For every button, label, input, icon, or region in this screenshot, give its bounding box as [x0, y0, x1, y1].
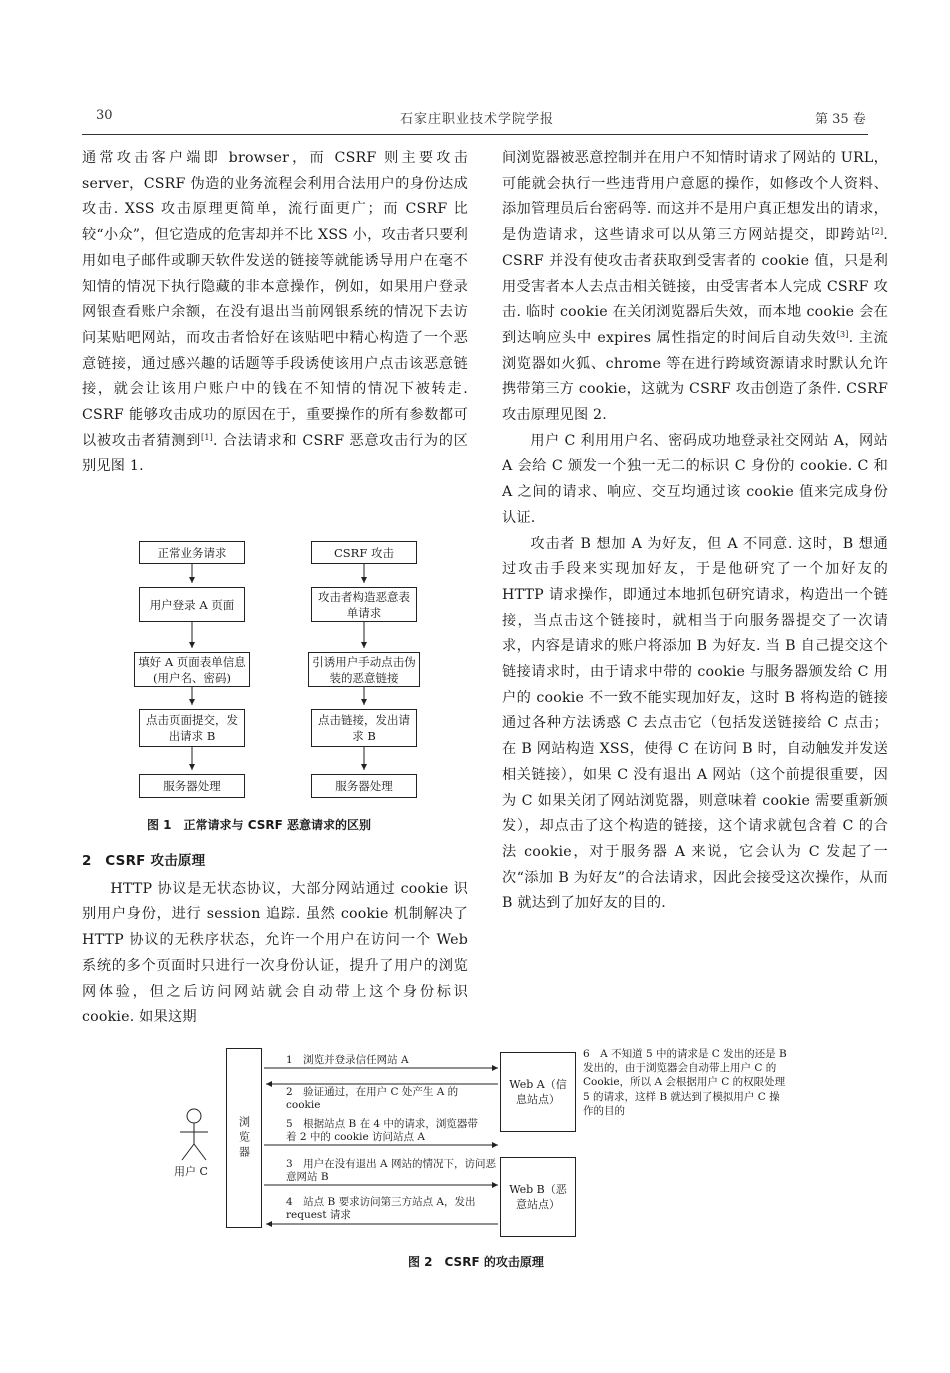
flow-lure-click: 引诱用户手动点击伪装的恶意链接: [308, 652, 420, 687]
figure-1-caption: 图 1 正常请求与 CSRF 恶意请求的区别: [147, 818, 371, 832]
message-4: 4 站点 B 要求访问第三方站点 A，发出 request 请求: [286, 1196, 476, 1221]
user-figure-icon: [180, 1109, 208, 1160]
ref-2: [2]: [871, 227, 884, 237]
web-a-box: [500, 1052, 576, 1132]
web-b-label: Web B（恶意站点）: [509, 1183, 567, 1211]
figure-2: [170, 1040, 790, 1280]
left-paragraph-1: [82, 146, 468, 480]
left-column-bottom: [82, 845, 468, 1031]
right-paragraph-3: 攻击者 B 想加 A 为好友，但 A 不同意. 这时，B 想通过攻击手段来实现加好友，于是他研究了一个加好友的 HTTP 请求操作，即通过本地抓包研究请求，构造出一个链接，当点击这个链接时，就相当于向服务器提交了一次请求，内容是请求的账户将添加 B 为好友. 当 B 自己提交这个链接请求时，由于请求中带的 cookie 与服务器颁发给 C 用户的 cookie 不一致不能实现加好友，这时 B 将构造的链接通过各种方法诱惑 C 去点击它（包括发送链接给 C 点击；在 B 网站构造 XSS，使得 C 在访问 B 时，自动触发并发送相关链接），如果 C 没有退出 A 网站（这个前提很重要，因为 C 如果关闭了网站浏览器，则意味着 cookie 需要重新颁发），却点击了这个构造的链接，这个请求就包含着 C 的合法 cookie，对于服务器 A 来说，它会认为 C 发起了一次“添加 B 为好友”的合法请求，因此会接受这次操作，从而 B 就达到了加好友的目的.: [502, 535, 888, 912]
right-p1c: . 主流浏览器如火狐、chrome 等在进行跨域资源请求时默认允许携带第三方 cookie，这就为 CSRF 攻击创造了条件. CSRF 攻击原理见图 2.: [502, 329, 888, 424]
flow-forge-form: 攻击者构造恶意表单请求: [311, 587, 417, 622]
header-rule: [82, 134, 868, 135]
user-c-label: 用户 C: [174, 1165, 208, 1178]
ref-3: [3]: [836, 329, 849, 339]
page-number: 30: [96, 108, 113, 123]
right-column: [502, 146, 888, 917]
flow-csrf-attack: CSRF 攻击: [311, 541, 417, 564]
flow-login-page: 用户登录 A 页面: [139, 587, 245, 622]
message-1: 1 浏览并登录信任网站 A: [286, 1054, 409, 1066]
message-6-note: 6 A 不知道 5 中的请求是 C 发出的还是 B 发出的，由于浏览器会自动带上用户 C 的 Cookie，所以 A 会根据用户 C 的权限处理 5 的请求，这样 B 就达到了模拟用户 C 操作的目的: [583, 1048, 787, 1117]
right-p1a: 间浏览器被恶意控制并在用户不知情时请求了网站的 URL，可能就会执行一些违背用户意愿的操作，如修改个人资料、添加管理员后台密码等. 而这并不是用户真正想发出的请求，是伪造请求，这些请求可以从第三方网站提交，即跨站: [502, 150, 888, 244]
flow-server-right: 服务器处理: [311, 774, 417, 798]
web-b-box: [500, 1157, 576, 1237]
left-p1-end: . 合法请求和 CSRF 恶意攻击行为的区别见图 1.: [82, 432, 469, 475]
flow-normal-request: 正常业务请求: [139, 541, 245, 564]
flow-submit: 点击页面提交，发出请求 B: [139, 709, 245, 747]
ref-1: [1]: [201, 432, 213, 442]
right-p1b: . CSRF 并没有使攻击者获取到受害者的 cookie 值，只是利用受害者本人去点击相关链接，由受害者本人完成 CSRF 攻击. 临时 cookie 在关闭浏览器后失效，而本地 cookie 会在到达响应头中 expires 属性指定的时间后自动失效: [502, 227, 888, 346]
journal-title: 石家庄职业技术学院学报: [400, 112, 555, 127]
flow-click-link: 点击链接，发出请求 B: [311, 709, 417, 747]
section-title: 2 CSRF 攻击原理: [82, 853, 206, 869]
flow-server-left: 服务器处理: [139, 774, 245, 798]
flow-fill-form: 填好 A 页面表单信息(用户名、密码): [134, 652, 250, 687]
left-column-top: [82, 146, 468, 480]
volume-label: 第 35 卷: [815, 112, 866, 127]
right-paragraph-1: [502, 146, 888, 429]
web-a-label: Web A（信息站点）: [509, 1078, 567, 1106]
left-p1-text: 通常攻击客户端即 browser，而 CSRF 则主要攻击 server，CSRF 伪造的业务流程会利用合法用户的身份达成攻击. XSS 攻击原理更简单，流行面更广；而 CSRF 比较“小众”，但它造成的危害却并不比 XSS 小，攻击者只要利用如电子邮件或聊天软件发送的链接等就能诱导用户在毫不知情的情况下执行隐藏的非本意操作，例如，如果用户登录网银查看账户余额，在没有退出当前网银系统的情况下去访问某贴吧网站，而攻击者恰好在该贴吧中精心构造了一个恶意链接，通过感兴趣的话题等手段诱使该用户点击该恶意链接，就会让该用户账户中的钱在不知情的情况下被转走. CSRF 能够攻击成功的原因在于，重要操作的所有参数都可以被攻击者猜测到: [82, 150, 468, 449]
figure-2-caption: 图 2 CSRF 的攻击原理: [408, 1255, 544, 1269]
message-3: 3 用户在没有退出 A 网站的情况下，访问恶意网站 B: [286, 1158, 496, 1183]
browser-label: 浏览器: [237, 1115, 251, 1161]
message-2: 2 验证通过，在用户 C 处产生 A 的 cookie: [286, 1086, 459, 1111]
message-5: 5 根据站点 B 在 4 中的请求，浏览器带着 2 中的 cookie 访问站点 A: [286, 1118, 478, 1143]
right-paragraph-2: 用户 C 利用用户名、密码成功地登录社交网站 A，网站 A 会给 C 颁发一个独一无二的标识 C 身份的 cookie. C 和 A 之间的请求、响应、交互均通过该 cookie 值来完成身份认证.: [502, 432, 888, 526]
browser-box: [226, 1048, 262, 1228]
left-paragraph-2: HTTP 协议是无状态协议，大部分网站通过 cookie 识别用户身份，进行 session 追踪. 虽然 cookie 机制解决了 HTTP 协议的无秩序状态，允许一个用户在访问一个 Web 系统的多个页面时只进行一次身份认证，提升了用户的浏览网体验，但之后访问网站就会自动带上这个身份标识 cookie. 如果这期: [82, 880, 468, 1026]
figure-1: [82, 535, 468, 840]
